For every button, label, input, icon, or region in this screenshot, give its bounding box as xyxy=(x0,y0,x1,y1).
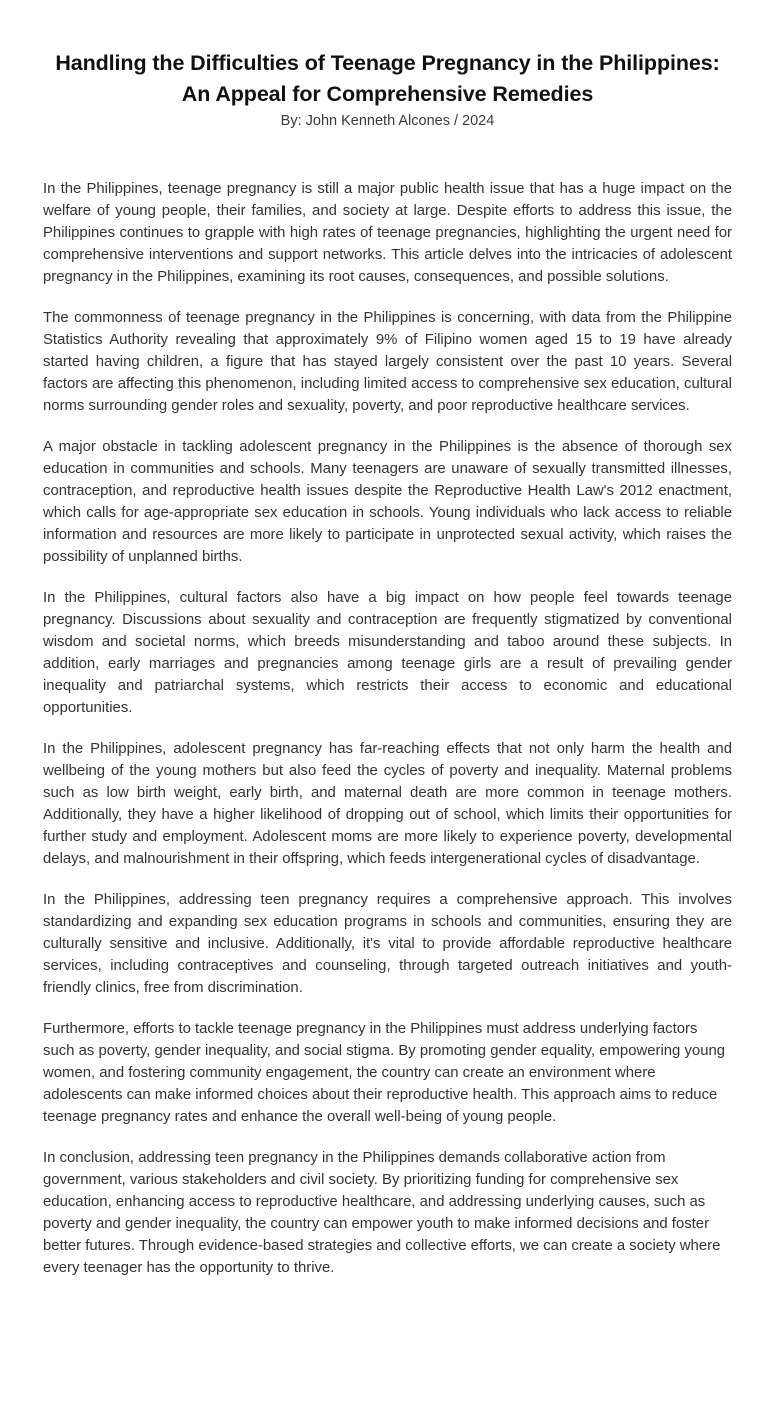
title-line-2: An Appeal for Comprehensive Remedies xyxy=(181,82,594,106)
article-byline: By: John Kenneth Alcones / 2024 xyxy=(280,113,495,129)
title-line-1: Handling the Difficulties of Teenage Pregnancy in the Philippines: xyxy=(55,51,720,75)
paragraph-cultural-factors: In the Philippines, cultural factors also have a big impact on how people feel towards teenage pregnancy. Discussions about sexuality and contraception are frequently stigmatized by conventional wisdom and societal norms, which breeds misunderstanding and taboo around these subjects. In addition, early marriages and pregnancies among teenage girls are a result of prevailing gender inequality and patriarchal systems, which restricts their access to economic and educational opportunities. xyxy=(43,590,732,716)
paragraph-intro: In the Philippines, teenage pregnancy is still a major public health issue that has a huge impact on the welfare of young people, their families, and society at large. Despite efforts to address this issue, the Philippines continues to grapple with high rates of teenage pregnancies, highlighting the urgent need for comprehensive interventions and support networks. This article delves into the intricacies of adolescent pregnancy in the Philippines, examining its root causes, consequences, and possible solutions. xyxy=(43,181,732,285)
article-header xyxy=(43,48,732,131)
paragraph-prevalence: The commonness of teenage pregnancy in the Philippines is concerning, with data from the Philippine Statistics Authority revealing that approximately 9% of Filipino women aged 15 to 19 have already started having children, a figure that has stayed largely consistent over the past 10 years. Several factors are affecting this phenomenon, including limited access to comprehensive sex education, cultural norms surrounding gender roles and sexuality, poverty, and poor reproductive healthcare services. xyxy=(43,310,732,414)
paragraph-conclusion: In conclusion, addressing teen pregnancy in the Philippines demands collaborative action from government, various stakeholders and civil society. By prioritizing funding for comprehensive sex education, enhancing access to reproductive healthcare, and addressing underlying causes, such as poverty and gender inequality, the country can empower youth to make informed decisions and foster better futures. Through evidence-based strategies and collective efforts, we can create a society where every teenager has the opportunity to thrive. xyxy=(43,1150,721,1276)
paragraph-approach: In the Philippines, addressing teen pregnancy requires a comprehensive approach. This involves standardizing and expanding sex education programs in schools and communities, ensuring they are culturally sensitive and inclusive. Additionally, it's vital to provide affordable reproductive healthcare services, including contraceptives and counseling, through targeted outreach initiatives and youth-friendly clinics, free from discrimination. xyxy=(43,892,732,996)
article-title xyxy=(43,48,732,110)
paragraph-sex-education: A major obstacle in tackling adolescent pregnancy in the Philippines is the absence of thorough sex education in communities and schools. Many teenagers are unaware of sexually transmitted illnesses, contraception, and reproductive health issues despite the Reproductive Health Law's 2012 enactment, which calls for age-appropriate sex education in schools. Young individuals who lack access to reliable information and resources are more likely to participate in unprotected sexual activity, which raises the possibility of unplanned births. xyxy=(43,439,732,565)
paragraph-effects: In the Philippines, adolescent pregnancy has far-reaching effects that not only harm the health and wellbeing of the young mothers but also feed the cycles of poverty and inequality. Maternal problems such as low birth weight, early birth, and maternal death are more common in teenage mothers. Additionally, they have a higher likelihood of dropping out of school, which limits their opportunities for further study and employment. Adolescent moms are more likely to experience poverty, developmental delays, and malnourishment in their offspring, which feeds intergenerational cycles of disadvantage. xyxy=(43,741,732,867)
article-body xyxy=(43,178,732,1279)
paragraph-underlying-factors: Furthermore, efforts to tackle teenage pregnancy in the Philippines must address underlying factors such as poverty, gender inequality, and social stigma. By promoting gender equality, empowering young women, and fostering community engagement, the country can create an environment where adolescents can make informed choices about their reproductive health. This approach aims to reduce teenage pregnancy rates and enhance the overall well-being of young people. xyxy=(43,1021,726,1125)
